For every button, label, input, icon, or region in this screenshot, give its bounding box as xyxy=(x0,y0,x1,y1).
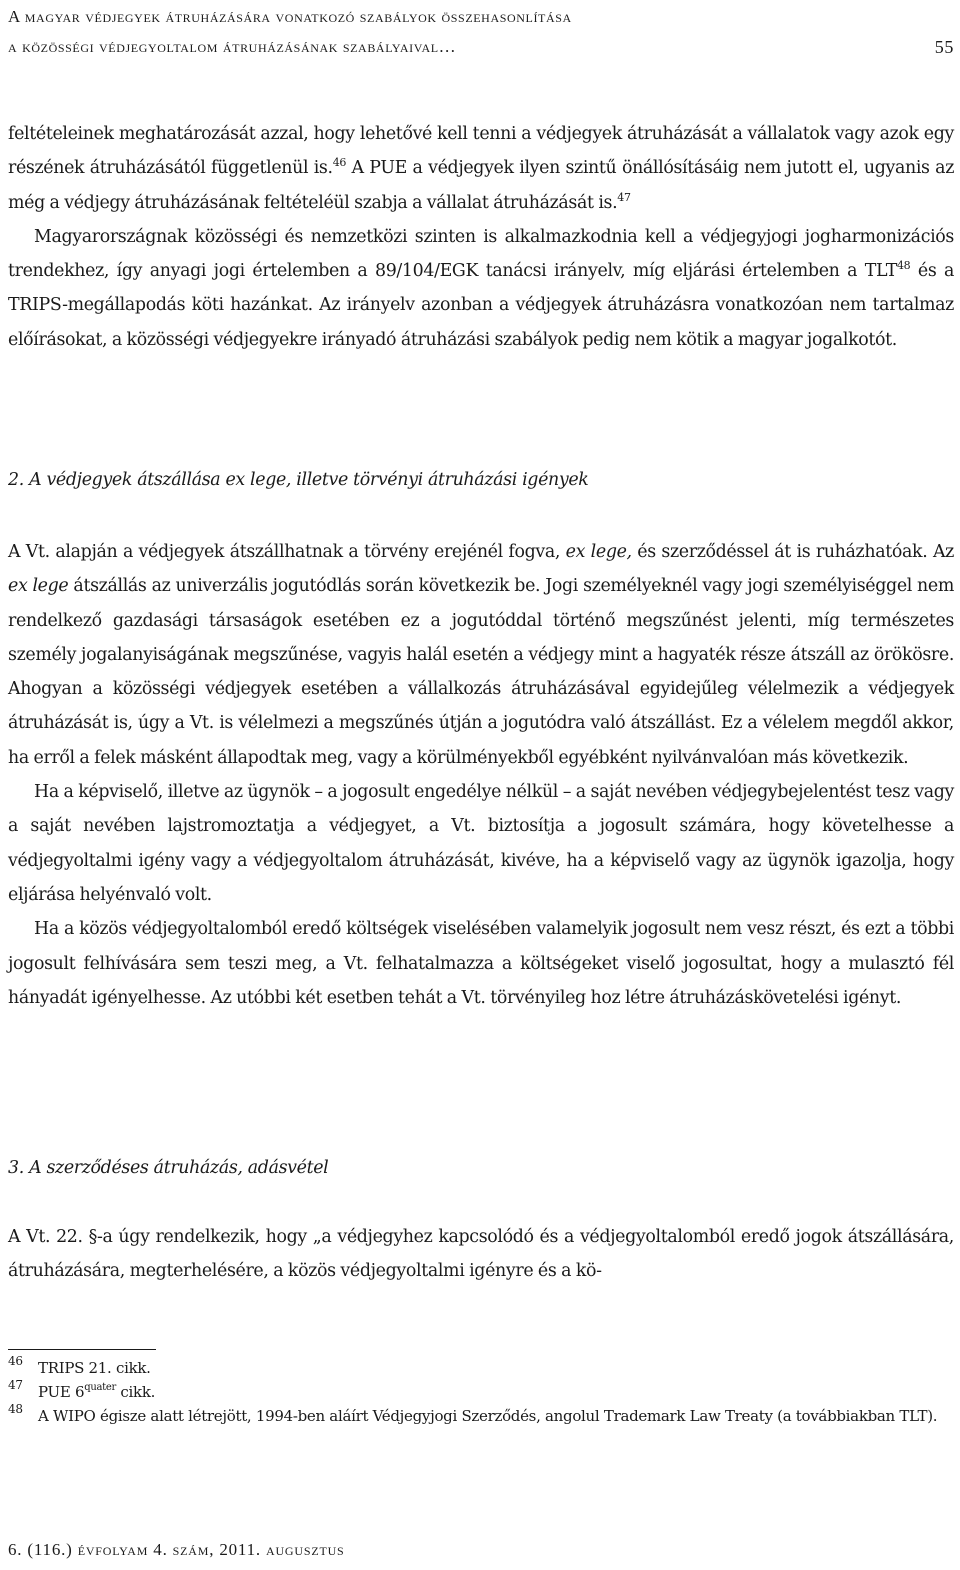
paragraph-2-text-a: Magyarországnak közösségi és nemzetközi szinten is alkalmazkodnia kell a védjegyjogi jogharmonizációs trendekhez, így anyagi jogi értelemben a 89/104/EGK tanácsi irányelv, míg eljárási értelemben a TLT xyxy=(8,226,954,282)
paragraph-1-text-b: A PUE a védjegyek ilyen szintű önállósításáig nem jutott el, ugyanis az még a védjegy átruházásának feltételéül szabja a vállalat átruházását is. xyxy=(8,158,955,213)
paragraph-3-text-a: A Vt. alapján a védjegyek átszállhatnak a törvény erejénél fogva, xyxy=(8,542,566,562)
body-text-top xyxy=(8,117,954,357)
section-heading-2: 2. A védjegyek átszállása ex lege, illetve törvényi átruházási igények xyxy=(8,470,589,490)
footnote-47 xyxy=(8,1380,954,1404)
paragraph-4: Ha a képviselő, illetve az ügynök – a jogosult engedélye nélkül – a saját nevében védjegybejelentést tesz vagy a saját nevében lajstromoztatja a védjegyet, a Vt. biztosítja a jogosult számára, hogy követelhesse a védjegyoltalmi igény vagy a védjegyoltalom átruházását, kivéve, ha a képviselő vagy az ügynök igazolja, hogy eljárása helyénvaló volt. xyxy=(8,782,954,905)
paragraph-2-text-b: és a TRIPS-megállapodás köti hazánkat. Az irányelv azonban a védjegyek átruházásra vonatkozóan nem tartalmaz előírásokat, a közösségi védjegyekre irányadó átruházási szabályok pedig nem kötik a magyar jogalkotót. xyxy=(8,261,954,350)
footnote-48 xyxy=(8,1404,954,1428)
section-heading-3: 3. A szerződéses átruházás, adásvétel xyxy=(8,1158,329,1178)
footnotes xyxy=(8,1356,954,1428)
page-footer: 6. (116.) évfolyam 4. szám, 2011. augusztus xyxy=(8,1540,345,1559)
running-head xyxy=(8,2,958,62)
body-text-bottom xyxy=(8,1220,954,1289)
paragraph-3-italic-a: ex lege, xyxy=(565,542,632,562)
footnote-ref-46[interactable]: 46 xyxy=(332,156,347,170)
footnote-separator xyxy=(8,1349,156,1350)
paragraph-5: Ha a közös védjegyoltalomból eredő költségek viselésében valamelyik jogosult nem vesz részt, és ezt a többi jogosult felhívására sem teszi meg, a Vt. felhatalmazza a költségeket viselő jogosultat, hogy a mulasztó fél hányadát igényelhesse. Az utóbbi két esetben tehát a Vt. törvényileg hoz létre átruházáskövetelési igényt. xyxy=(8,919,954,1008)
footnote-text: TRIPS 21. cikk. xyxy=(38,1359,151,1377)
footnote-ref-48[interactable]: 48 xyxy=(896,259,911,273)
paragraph-1 xyxy=(8,117,954,220)
running-head-line-1: A magyar védjegyek átruházására vonatkozó szabályok összehasonlítása xyxy=(8,7,572,26)
footnote-ref-47[interactable]: 47 xyxy=(617,190,631,204)
running-head-line-2: a közösségi védjegyoltalom átruházásának szabályaival… xyxy=(8,37,457,56)
page-number: 55 xyxy=(934,37,954,57)
body-text-middle xyxy=(8,535,954,1015)
footnote-superscript: quater xyxy=(84,1382,116,1393)
paragraph-3-italic-b: ex lege xyxy=(8,576,69,597)
footnote-number: 46 xyxy=(8,1354,23,1368)
paragraph-6: A Vt. 22. §-a úgy rendelkezik, hogy „a védjegyhez kapcsolódó és a védjegyoltalomból eredő jogok átszállására, átruházására, megterhelésére, a közös védjegyoltalmi igényre és a kö- xyxy=(8,1227,954,1282)
footnote-text-end: cikk. xyxy=(115,1383,156,1401)
paragraph-3-text-b: és szerződéssel át is ruházhatóak. Az xyxy=(631,542,954,562)
footnote-text: PUE 6 xyxy=(38,1383,85,1401)
paragraph-3 xyxy=(8,535,954,775)
paragraph-3-text-c: átszállás az univerzális jogutódlás során következik be. Jogi személyeknél vagy jogi személyiséggel nem rendelkező gazdasági társaságok esetében ez a jogutóddal történő megszűnést jelenti, míg természetes személy jogalanyiságának megszűnése, vagyis halál esetén a védjegy mint a hagyaték része átszáll az örökösre. Ahogyan a közösségi védjegyek esetében a vállalkozás átruházásával egyidejűleg vélelmezik a védjegyek átruházását is, úgy a Vt. is vélelmezi a megszűnés útján a jogutódra való átszállást. Ez a vélelem megdől akkor, ha erről a felek másként állapodtak meg, vagy a körülményekből egyébként nyilvánvalóan más következik. xyxy=(8,576,954,768)
footnote-number: 47 xyxy=(8,1378,23,1392)
footnote-46 xyxy=(8,1356,954,1380)
footnote-number: 48 xyxy=(8,1402,23,1416)
paragraph-1-text-a: feltételeinek meghatározását azzal, hogy lehetővé kell tenni a védjegyek átruházását a vállalatok vagy azok egy részének átruházásától függetlenül is. xyxy=(8,124,954,179)
footnote-text: A WIPO égisze alatt létrejött, 1994-ben aláírt Védjegyjogi Szerződés, angolul Trademark Law Treaty (a továbbiakban TLT). xyxy=(38,1407,938,1425)
paragraph-2 xyxy=(8,220,954,357)
